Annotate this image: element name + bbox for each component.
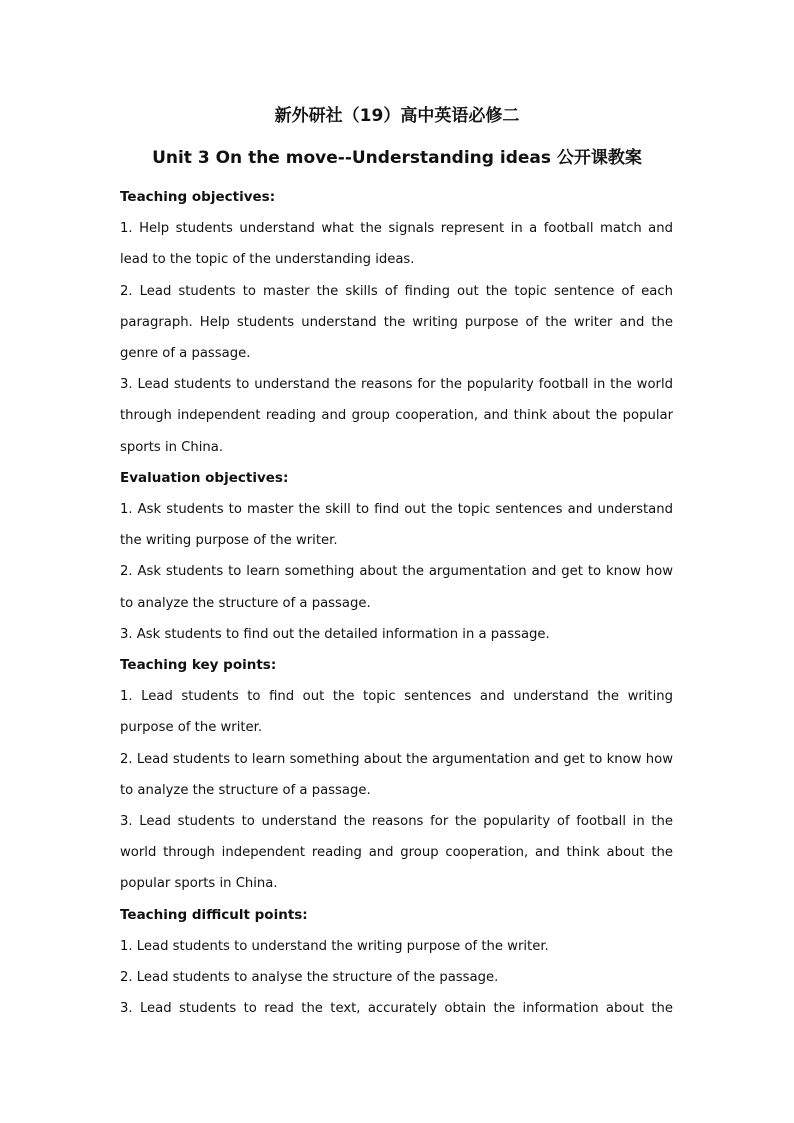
section-heading-evaluation-objectives: Evaluation objectives: bbox=[120, 469, 289, 486]
evaluation-objective-1: 1. Ask students to master the skill to find out the topic sentences and understand the writing purpose of the writer. bbox=[120, 502, 673, 549]
teaching-difficult-point-1: 1. Lead students to understand the writing purpose of the writer. bbox=[120, 938, 549, 954]
evaluation-objective-2: 2. Ask students to learn something about the argumentation and get to know how to analyze the structure of a passage. bbox=[120, 564, 673, 611]
section-teaching-objectives bbox=[120, 182, 673, 463]
evaluation-objective-3: 3. Ask students to find out the detailed information in a passage. bbox=[120, 626, 550, 642]
document-title-chinese: 新外研社（19）高中英语必修二 bbox=[274, 106, 520, 126]
document-title-unit: Unit 3 On the move--Understanding ideas 公开课教案 bbox=[152, 148, 642, 168]
section-heading-teaching-objectives: Teaching objectives: bbox=[120, 189, 276, 205]
teaching-key-point-1: 1. Lead students to find out the topic sentences and understand the writing purpose of the writer. bbox=[120, 689, 673, 736]
section-evaluation-objectives bbox=[120, 463, 673, 650]
section-teaching-key-points bbox=[120, 650, 673, 900]
document-body bbox=[120, 182, 673, 1024]
teaching-objective-1: 1. Help students understand what the signals represent in a football match and lead to the topic of the understanding ideas. bbox=[120, 221, 673, 268]
teaching-key-point-3: 3. Lead students to understand the reasons for the popularity of football in the world through independent reading and group cooperation, and think about the popular sports in China. bbox=[120, 814, 673, 892]
teaching-difficult-point-3: 3. Lead students to read the text, accurately obtain the information about the bbox=[120, 1001, 673, 1017]
section-heading-teaching-key-points: Teaching key points: bbox=[120, 657, 277, 674]
teaching-key-point-2: 2. Lead students to learn something about the argumentation and get to know how to analyze the structure of a passage. bbox=[120, 751, 673, 798]
teaching-difficult-point-2: 2. Lead students to analyse the structure of the passage. bbox=[120, 970, 499, 986]
teaching-objective-2: 2. Lead students to master the skills of finding out the topic sentence of each paragraph. Help students understand the writing purpose of the writer and the genre of a passage. bbox=[120, 283, 673, 361]
section-heading-teaching-difficult-points: Teaching difficult points: bbox=[120, 906, 308, 923]
teaching-objective-3: 3. Lead students to understand the reasons for the popularity football in the world through independent reading and group cooperation, and think about the popular sports in China. bbox=[120, 377, 673, 455]
section-teaching-difficult-points bbox=[120, 900, 673, 1025]
